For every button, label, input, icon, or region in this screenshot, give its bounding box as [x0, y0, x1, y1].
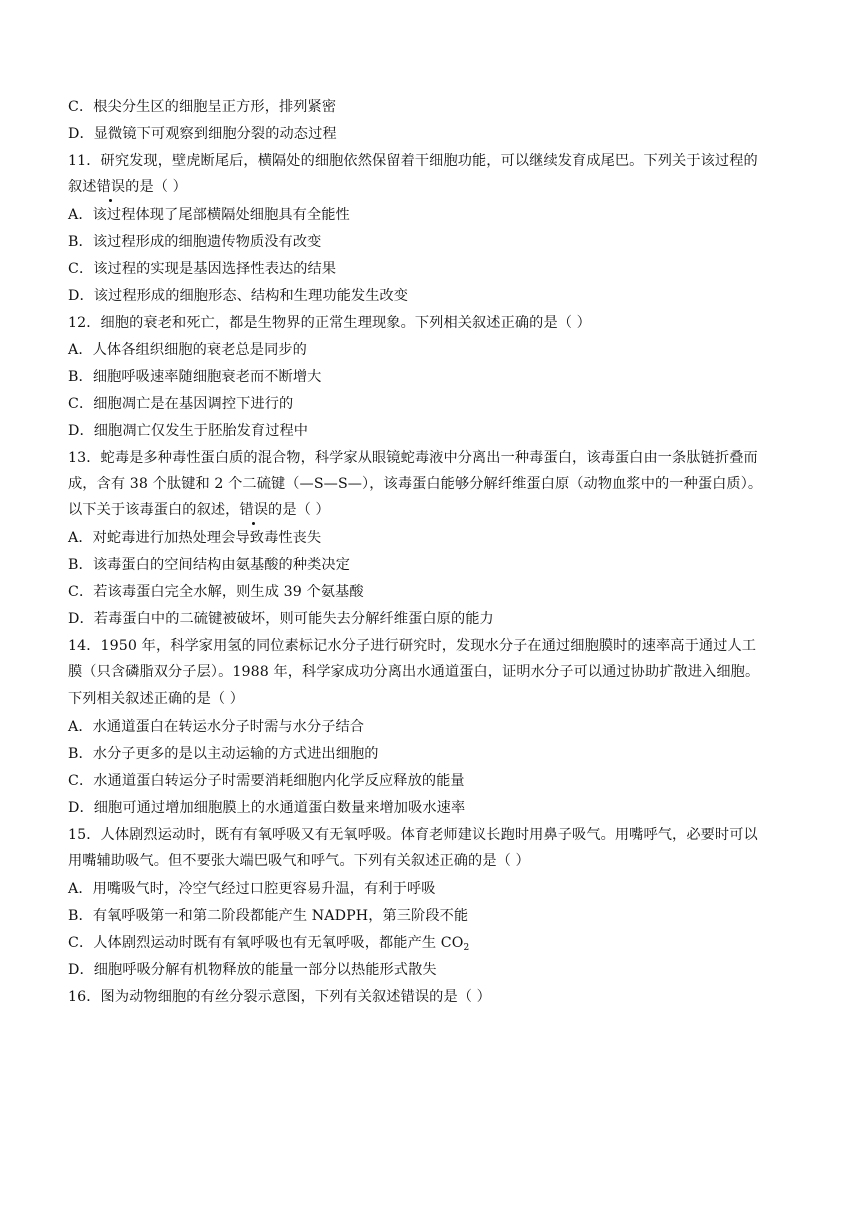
q15-stem-line1: 15．人体剧烈运动时，既有有氧呼吸又有无氧呼吸。体育老师建议长跑时用鼻子吸气。用嘴呼气，必要时可以	[68, 827, 758, 843]
q13-stem-line2: 成，含有 38 个肽键和 2 个二硫键（—S—S—），该毒蛋白能够分解纤维蛋白原（动物血浆中的一种蛋白质）。	[68, 476, 763, 492]
q13-option-c: C．若该毒蛋白完全水解，则生成 39 个氨基酸	[68, 584, 364, 600]
q13-option-a: A．对蛇毒进行加热处理会导致毒性丧失	[68, 530, 322, 546]
q15-option-c	[68, 933, 798, 953]
q10-option-d: D．显微镜下可观察到细胞分裂的动态过程	[68, 126, 337, 142]
q11-stem-line1: 11．研究发现，壁虎断尾后，横隔处的细胞依然保留着干细胞功能，可以继续发育成尾巴。下列关于该过程的	[68, 153, 758, 169]
q15-option-a: A．用嘴吸气时，冷空气经过口腔更容易升温，有利于呼吸	[68, 881, 436, 897]
q11-emphasis-word: 错误	[96, 179, 126, 195]
q14-option-b: B．水分子更多的是以主动运输的方式进出细胞的	[68, 746, 379, 762]
q13-option-b: B．该毒蛋白的空间结构由氨基酸的种类决定	[68, 557, 350, 573]
q14-option-a: A．水通道蛋白在转运水分子时需与水分子结合	[68, 719, 365, 735]
q11-option-d: D．该过程形成的细胞形态、结构和生理功能发生改变	[68, 288, 409, 304]
q14-stem-line1: 14．1950 年，科学家用氢的同位素标记水分子进行研究时，发现水分子在通过细胞膜时的速率高于通过人工	[68, 638, 757, 654]
q16-stem: 16．图为动物细胞的有丝分裂示意图，下列有关叙述错误的是（ ）	[68, 989, 491, 1005]
q14-option-d: D．细胞可通过增加细胞膜上的水通道蛋白数量来增加吸水速率	[68, 800, 466, 816]
q12-option-d: D．细胞凋亡仅发生于胚胎发育过程中	[68, 423, 309, 439]
q15-option-d: D．细胞呼吸分解有机物释放的能量一部分以热能形式散失	[68, 962, 437, 978]
q12-stem: 12．细胞的衰老和死亡，都是生物界的正常生理现象。下列相关叙述正确的是（ ）	[68, 315, 591, 331]
q11-option-a: A．该过程体现了尾部横隔处细胞具有全能性	[68, 207, 350, 223]
q13-stem-line1: 13．蛇毒是多种毒性蛋白质的混合物，科学家从眼镜蛇毒液中分离出一种毒蛋白，该毒蛋白由一条肽链折叠而	[68, 450, 758, 466]
q12-option-a: A．人体各组织细胞的衰老总是同步的	[68, 342, 307, 358]
q13-option-d: D．若毒蛋白中的二硫键被破坏，则可能失去分解纤维蛋白原的能力	[68, 611, 494, 627]
q11-stem-tail: 的是（ ）	[125, 179, 187, 195]
q12-option-c: C．细胞凋亡是在基因调控下进行的	[68, 396, 294, 412]
q11-option-b: B．该过程形成的细胞遗传物质没有改变	[68, 234, 322, 250]
q14-stem-line2: 膜（只含磷脂双分子层）。1988 年，科学家成功分离出水通道蛋白，证明水分子可以通过协助扩散进入细胞。	[68, 664, 760, 680]
q11-option-c: C．该过程的实现是基因选择性表达的结果	[68, 261, 337, 277]
q13-stem-text: 以下关于该毒蛋白的叙述，	[68, 502, 240, 518]
q15-option-c-text: C．人体剧烈运动时既有有氧呼吸也有无氧呼吸，都能产生 CO	[68, 935, 464, 951]
q14-stem-line3: 下列相关叙述正确的是（ ）	[68, 691, 245, 707]
q11-stem-line2	[68, 177, 798, 197]
q11-stem-text: 叙述	[68, 179, 97, 195]
q15-stem-line2: 用嘴辅助吸气。但不要张大端巴吸气和呼气。下列有关叙述正确的是（ ）	[68, 853, 530, 869]
q13-stem-line3	[68, 500, 798, 520]
q12-option-b: B．细胞呼吸速率随细胞衰老而不断增大	[68, 369, 322, 385]
q14-option-c: C．水通道蛋白转运分子时需要消耗细胞内化学反应释放的能量	[68, 773, 465, 789]
q13-emphasis-word: 错误	[239, 502, 269, 518]
q15-option-b: B．有氧呼吸第一和第二阶段都能产生 NADPH，第三阶段不能	[68, 908, 469, 924]
q15-option-c-subscript: 2	[463, 943, 470, 953]
q13-stem-tail: 的是（ ）	[268, 502, 330, 518]
q10-option-c: C．根尖分生区的细胞呈正方形，排列紧密	[68, 99, 337, 115]
